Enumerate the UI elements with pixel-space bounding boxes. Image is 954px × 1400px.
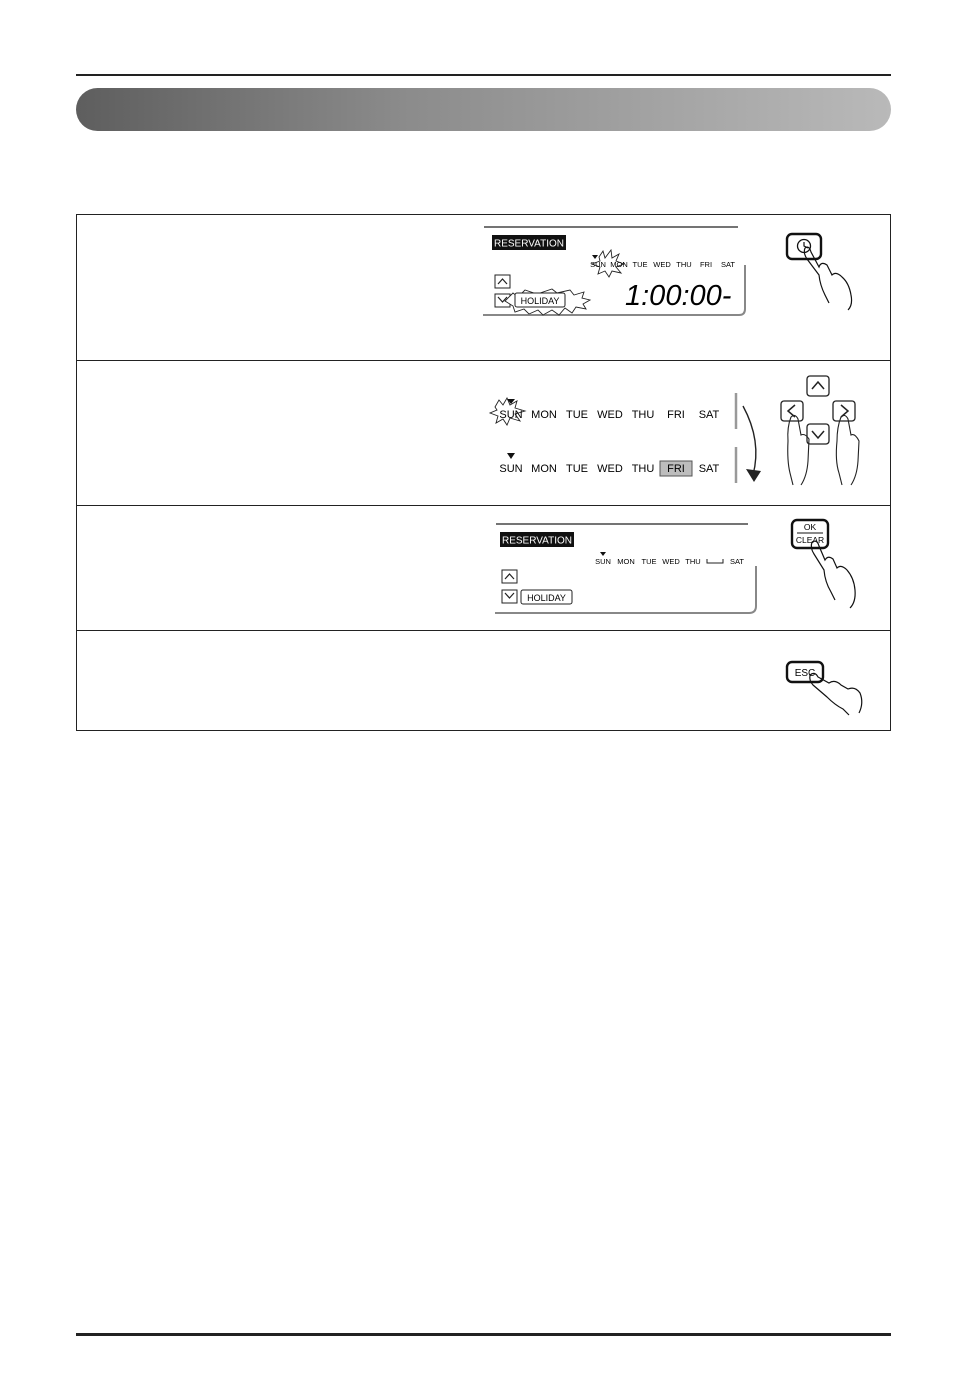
transition-arrow (743, 406, 756, 475)
bottom-rule (76, 1333, 891, 1336)
day-mon: MON (617, 557, 635, 566)
hand-icon (811, 541, 855, 608)
top-rule (76, 74, 891, 76)
down-button[interactable] (807, 424, 829, 444)
section-title-bar (76, 88, 891, 131)
day-sun: SUN (499, 463, 523, 475)
day-pointer-icon (600, 552, 606, 556)
day-sat: SAT (729, 557, 745, 566)
lcd-display-step3 (495, 524, 756, 613)
step-2-row (77, 361, 890, 506)
day-sun: SUN (595, 557, 611, 566)
day-thu: THU (676, 260, 692, 269)
empty-day-slot (707, 559, 723, 563)
day-tue: TUE (641, 557, 657, 566)
day-pointer-icon (592, 255, 598, 259)
holiday-label: HOLIDAY (527, 593, 566, 603)
day-fri: FRI (667, 409, 685, 421)
day-thu: THU (631, 409, 655, 421)
step-3-row (77, 506, 890, 631)
day-mon: MON (610, 260, 628, 269)
holiday-label: HOLIDAY (520, 296, 560, 306)
day-sat: SAT (720, 260, 736, 269)
left-button[interactable] (781, 401, 803, 421)
day-sat: SAT (698, 463, 720, 475)
day-wed: WED (662, 557, 680, 566)
step-1-row (77, 215, 890, 361)
direction-pad (781, 376, 859, 485)
day-sat: SAT (698, 409, 720, 421)
day-fri: FRI (699, 260, 713, 269)
right-button[interactable] (833, 401, 855, 421)
left-hand-icon (788, 415, 809, 485)
down-arrow-icon (502, 590, 517, 603)
day-pointer-icon (507, 453, 515, 459)
ok-label: OK (803, 522, 817, 532)
day-mon: MON (531, 409, 557, 421)
clear-label: CLEAR (795, 535, 825, 545)
up-arrow-icon (502, 570, 517, 583)
lcd-time: 1:00:00- (625, 280, 732, 312)
day-fri-selected: FRI (667, 463, 685, 475)
esc-label: ESC (794, 668, 816, 679)
day-wed: WED (597, 463, 623, 475)
day-tue: TUE (566, 463, 588, 475)
day-sun: SUN (590, 260, 606, 269)
reservation-label: RESERVATION (493, 238, 565, 250)
up-button[interactable] (807, 376, 829, 396)
day-thu: THU (631, 463, 655, 475)
instruction-table (76, 214, 891, 731)
right-hand-icon (836, 415, 859, 485)
day-wed: WED (597, 409, 623, 421)
day-tue: TUE (566, 409, 588, 421)
esc-button-press (787, 662, 862, 715)
lcd-display-step1 (483, 227, 745, 315)
ok-clear-button-press (792, 520, 855, 608)
day-wed: WED (653, 260, 671, 269)
clock-button-press (787, 234, 852, 310)
day-select-display (490, 393, 761, 483)
step-4-row (77, 631, 890, 732)
day-thu: THU (685, 557, 701, 566)
day-sun: SUN (499, 409, 523, 421)
day-tue: TUE (632, 260, 648, 269)
up-arrow-icon (495, 275, 510, 288)
reservation-label: RESERVATION (501, 535, 573, 547)
day-mon: MON (531, 463, 557, 475)
